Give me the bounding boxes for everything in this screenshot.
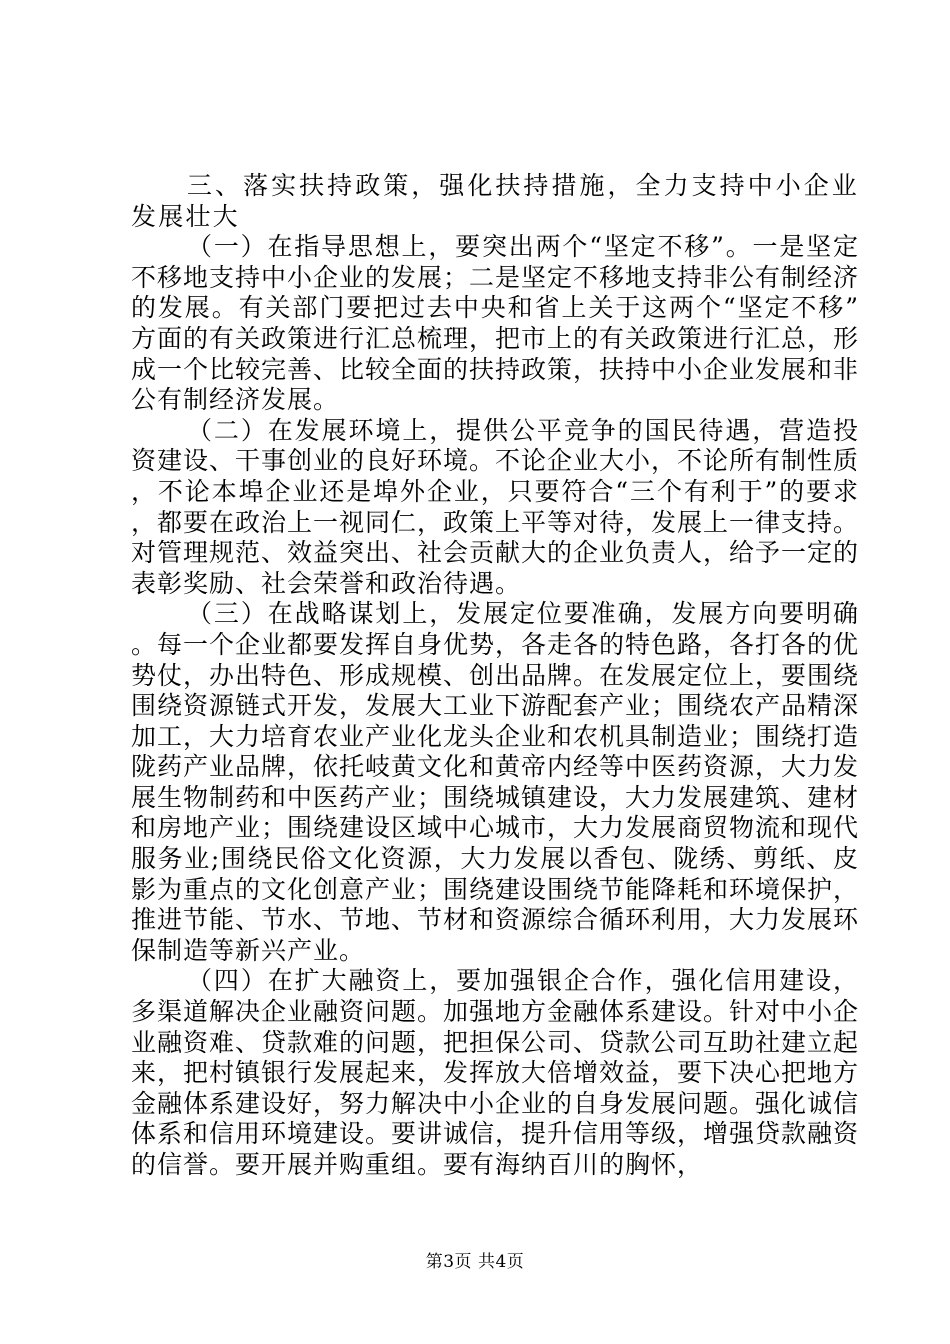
section-heading: 三、落实扶持政策，强化扶持措施，全力支持中小企业发展壮大 bbox=[131, 171, 859, 231]
document-body bbox=[131, 171, 859, 1181]
paragraph-2: （二）在发展环境上，提供公平竞争的国民待遇，营造投资建设、干事创业的良好环境。不论企业大小，不论所有制性质，不论本埠企业还是埠外企业，只要符合“三个有利于”的要求，都要在政治上一视同仁，政策上平等对待，发展上一律支持。对管理规范、效益突出、社会贡献大的企业负责人，给予一定的表彰奖励、社会荣誉和政治待遇。 bbox=[131, 415, 860, 598]
paragraph-4: （四）在扩大融资上，要加强银企合作，强化信用建设，多渠道解决企业融资问题。加强地方金融体系建设。针对中小企业融资难、贷款难的问题，把担保公司、贷款公司互助社建立起来，把村镇银行发展起来，发挥放大倍增效益，要下决心把地方金融体系建设好，努力解决中小企业的自身发展问题。强化诚信体系和信用环境建设。要讲诚信，提升信用等级，增强贷款融资的信誉。要开展并购重组。要有海纳百川的胸怀， bbox=[131, 966, 860, 1179]
page-footer: 第3页 共4页 bbox=[425, 1252, 525, 1272]
paragraph-3: （三）在战略谋划上，发展定位要准确，发展方向要明确。每一个企业都要发挥自身优势，各走各的特色路，各打各的优势仗，办出特色、形成规模、创出品牌。在发展定位上，要围绕围绕资源链式开发，发展大工业下游配套产业；围绕农产品精深加工，大力培育农业产业化龙头企业和农机具制造业；围绕打造陇药产业品牌，依托岐黄文化和黄帝内经等中医药资源，大力发展生物制药和中医药产业；围绕城镇建设，大力发展建筑、建材和房地产业；围绕建设区域中心城市，大力发展商贸物流和现代服务业;围绕民俗文化资源，大力发展以香包、陇绣、剪纸、皮影为重点的文化创意产业；围绕建设围绕节能降耗和环境保护，推进节能、节水、节地、节材和资源综合循环利用，大力发展环保制造等新兴产业。 bbox=[131, 599, 860, 965]
paragraph-1: （一）在指导思想上，要突出两个“坚定不移”。一是坚定不移地支持中小企业的发展；二是坚定不移地支持非公有制经济的发展。有关部门要把过去中央和省上关于这两个“坚定不移”方面的有关政策进行汇总梳理，把市上的有关政策进行汇总，形成一个比较完善、比较全面的扶持政策，扶持中小企业发展和非公有制经济发展。 bbox=[131, 232, 860, 415]
